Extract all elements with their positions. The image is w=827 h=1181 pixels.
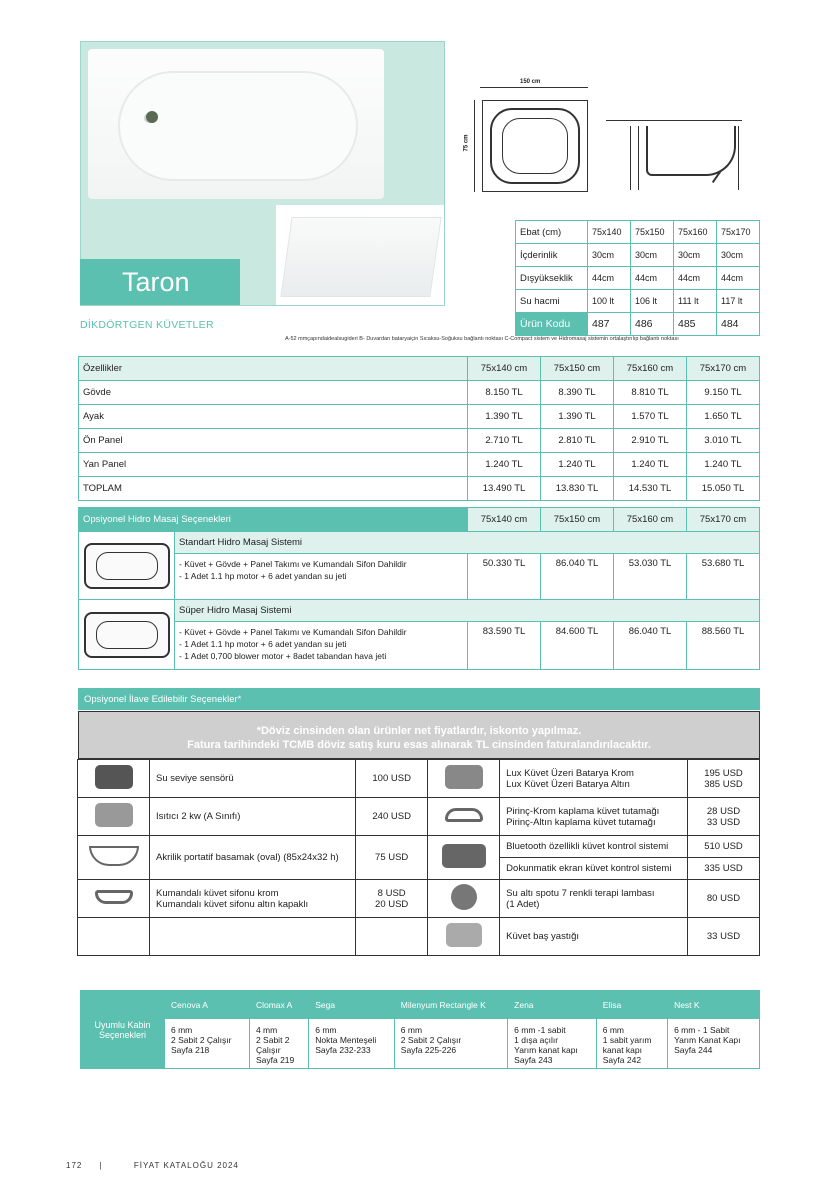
table-row [78, 918, 760, 956]
hydro-header: Opsiyonel Hidro Masaj Seçenekleri [79, 508, 468, 532]
technical-drawing [463, 79, 760, 215]
option-line: (1 Adet) [506, 898, 540, 910]
hydro-bath-jets-icon [84, 612, 170, 658]
spec-value: 75x140 [588, 221, 631, 244]
option-price-line: 33 USD [706, 816, 741, 828]
option-price-line: 195 USD [704, 767, 743, 779]
hydro-massage-table [78, 507, 760, 670]
spec-value: 30cm [717, 244, 760, 267]
price-header: 75x140 cm [468, 357, 541, 381]
hydro-bath-icon [84, 543, 170, 589]
price-header: Özellikler [79, 357, 468, 381]
table-row [78, 760, 760, 798]
option-price-line: 28 USD [706, 805, 741, 817]
hydro-desc-line: - 1 Adet 1.1 hp motor + 6 adet yandan su jeti [179, 639, 347, 649]
price-label: Gövde [79, 381, 468, 405]
cabin-line: Sayfa 232-233 [315, 1045, 371, 1055]
option-text: Bluetooth özellikli küvet kontrol sistemi [500, 836, 688, 858]
connection-note: A-52 mmçapındaidealsugideri B- Duvardan bataryaiçin Sıcaksu-Soğuksu bağlantı noktası C-Compact sistem ve Hidromasaj sistemin ortalaştırılıp bağlantı noktası [285, 336, 679, 342]
spec-table [515, 220, 760, 336]
price-header: 75x150 cm [541, 357, 614, 381]
table-row [79, 405, 760, 429]
spec-row-code [516, 313, 760, 336]
spec-value: 75x160 [674, 221, 717, 244]
empty-cell [356, 918, 428, 956]
spec-value: 100 lt [588, 290, 631, 313]
spec-label: Su hacmi [516, 290, 588, 313]
spec-value: 44cm [631, 267, 674, 290]
option-price-line: 385 USD [704, 778, 743, 790]
spec-value: 75x170 [717, 221, 760, 244]
option-price: 75 USD [356, 836, 428, 880]
hydro-system-super-details [79, 622, 760, 670]
cabin-line: 2 Sabit 2 [255, 1035, 290, 1045]
drain-siphon-icon [78, 880, 150, 918]
cabin-line: 2 Sabit 2 Çalışır [400, 1035, 462, 1045]
cabin-line: Sayfa 243 [514, 1055, 553, 1065]
empty-cell [78, 918, 150, 956]
hydro-system-desc [175, 622, 468, 670]
option-text: Isıtıcı 2 kw (A Sınıfı) [150, 798, 356, 836]
price-value: 1.650 TL [687, 405, 760, 429]
price-value: 2.710 TL [468, 429, 541, 453]
option-line: Pirinç-Altın kaplama küvet tutamağı [506, 816, 656, 828]
spec-value: 106 lt [631, 290, 674, 313]
option-text: Küvet baş yastığı [500, 918, 688, 956]
cabin-line: Sayfa 219 [255, 1055, 295, 1065]
option-text: Su seviye sensörü [150, 760, 356, 798]
hydro-header-row [79, 508, 760, 532]
cabin-line: Sayfa 244 [674, 1045, 713, 1055]
currency-notice-line: Fatura tarihindeki TCMB döviz satış kuru esas alınarak TL cinsinden faturalandırılacaktır. [187, 739, 651, 751]
hydro-desc-line: - Küvet + Gövde + Panel Takımı ve Kumandalı Sifon Dahildir [179, 627, 407, 637]
cabin-line: Sayfa 242 [602, 1055, 642, 1065]
currency-notice-line: *Döviz cinsinden olan ürünler net fiyatlardır, iskonto yapılmaz. [256, 725, 582, 737]
cabin-side-label: Uyumlu Kabin Seçenekleri [81, 991, 165, 1069]
step-stool-icon [78, 836, 150, 880]
option-line: Pirinç-Krom kaplama küvet tutamağı [506, 805, 660, 817]
price-value: 15.050 TL [687, 477, 760, 501]
table-row [78, 836, 760, 858]
spec-value: 111 lt [674, 290, 717, 313]
cabin-name: Sega [309, 991, 395, 1019]
cabin-line: 1 sabit yarım [602, 1035, 652, 1045]
faucet-icon [428, 760, 500, 798]
options-title: Opsiyonel İlave Edilebilir Seçenekler* [78, 688, 760, 710]
hydro-price: 53.680 TL [687, 554, 760, 600]
option-text [500, 760, 688, 798]
price-value: 1.240 TL [687, 453, 760, 477]
page-number: 172 [66, 1161, 83, 1170]
spec-row-volume [516, 290, 760, 313]
spec-value: 487 [588, 313, 631, 336]
hydro-price: 83.590 TL [468, 622, 541, 670]
hydro-standard-image [79, 532, 175, 600]
headrest-icon [428, 918, 500, 956]
option-text: Dokunmatik ekran küvet kontrol sistemi [500, 858, 688, 880]
table-row [78, 880, 760, 918]
hydro-price: 86.040 TL [541, 554, 614, 600]
product-title: Taron [80, 259, 240, 305]
price-value: 2.810 TL [541, 429, 614, 453]
option-line: Su altı spotu 7 renkli terapi lambası [506, 887, 655, 899]
price-value: 1.240 TL [614, 453, 687, 477]
spec-row-height [516, 267, 760, 290]
option-price [688, 798, 760, 836]
hydro-system-standard [79, 532, 760, 554]
control-panel-icon [428, 836, 500, 880]
cabin-name: Nest K [668, 991, 760, 1019]
price-value: 2.910 TL [614, 429, 687, 453]
cabin-line: 6 mm [400, 1025, 423, 1035]
price-header: 75x160 cm [614, 357, 687, 381]
price-value: 8.390 TL [541, 381, 614, 405]
price-value: 13.830 TL [541, 477, 614, 501]
product-category: DİKDÖRTGEN KÜVETLER [80, 319, 214, 331]
option-text [150, 880, 356, 918]
grab-handle-icon [428, 798, 500, 836]
currency-notice [78, 711, 760, 759]
bathtub-top-photo [88, 49, 384, 199]
cabin-line: 6 mm -1 sabit [514, 1025, 566, 1035]
option-price [356, 880, 428, 918]
spec-label: İçderinlik [516, 244, 588, 267]
cabin-detail [668, 1019, 760, 1069]
cabin-line: 2 Sabit 2 Çalışır [171, 1035, 232, 1045]
spec-label: Ebat (cm) [516, 221, 588, 244]
price-value: 1.390 TL [468, 405, 541, 429]
cabin-name: Cenova A [165, 991, 250, 1019]
cabin-line: Yarım kanat kapı [514, 1045, 578, 1055]
cabin-name: Elisa [596, 991, 667, 1019]
spec-value: 44cm [717, 267, 760, 290]
hydro-system-super [79, 600, 760, 622]
option-price [688, 760, 760, 798]
hydro-desc-line: - Küvet + Gövde + Panel Takımı ve Kumandalı Sifon Dahildir [179, 559, 407, 569]
option-line: Lux Küvet Üzeri Batarya Krom [506, 767, 634, 779]
price-value: 8.810 TL [614, 381, 687, 405]
hydro-header: 75x170 cm [687, 508, 760, 532]
hydro-header: 75x160 cm [614, 508, 687, 532]
spec-row-depth [516, 244, 760, 267]
option-text [500, 798, 688, 836]
price-value: 3.010 TL [687, 429, 760, 453]
cabin-line: Nokta Menteşeli [315, 1035, 377, 1045]
cabin-line: Sayfa 218 [171, 1045, 210, 1055]
hydro-header: 75x140 cm [468, 508, 541, 532]
hydro-system-name: Standart Hidro Masaj Sistemi [175, 532, 760, 554]
cabin-name: Clomax A [249, 991, 308, 1019]
hydro-desc-line: - 1 Adet 0,700 blower motor + 8adet tabandan hava jeti [179, 651, 387, 661]
price-label: Ayak [79, 405, 468, 429]
level-sensor-icon [78, 760, 150, 798]
option-price-line: 20 USD [375, 898, 409, 910]
spec-value: 117 lt [717, 290, 760, 313]
spec-value: 44cm [588, 267, 631, 290]
option-price: 510 USD [688, 836, 760, 858]
spec-value: 484 [717, 313, 760, 336]
cabin-line: 6 mm [602, 1025, 625, 1035]
price-label: Ön Panel [79, 429, 468, 453]
price-value: 13.490 TL [468, 477, 541, 501]
option-price-line: 8 USD [377, 887, 406, 899]
table-row [78, 798, 760, 836]
price-header: 75x170 cm [687, 357, 760, 381]
spec-label: Ürün Kodu [516, 313, 588, 336]
price-table [78, 356, 760, 501]
spec-value: 485 [674, 313, 717, 336]
table-row [79, 381, 760, 405]
hydro-system-standard-details [79, 554, 760, 600]
price-value: 1.240 TL [541, 453, 614, 477]
price-value: 9.150 TL [687, 381, 760, 405]
hydro-price: 86.040 TL [614, 622, 687, 670]
table-row-total [79, 477, 760, 501]
price-label: TOPLAM [79, 477, 468, 501]
hydro-desc-line: - 1 Adet 1.1 hp motor + 6 adet yandan su jeti [179, 571, 347, 581]
hydro-header: 75x150 cm [541, 508, 614, 532]
cabin-detail [249, 1019, 308, 1069]
table-row [79, 453, 760, 477]
options-table [77, 759, 760, 956]
option-line: Kumandalı küvet sifonu altın kapaklı [156, 898, 309, 910]
heater-icon [78, 798, 150, 836]
option-text [500, 880, 688, 918]
hydro-system-desc [175, 554, 468, 600]
cabin-line: 6 mm [171, 1025, 193, 1035]
cabin-detail [394, 1019, 507, 1069]
drawing-width-label: 150 cm [520, 79, 541, 85]
cabin-line: 1 dışa açılır [514, 1035, 559, 1045]
cabin-line: 6 mm [315, 1025, 337, 1035]
option-text: Akrilik portatif basamak (oval) (85x24x32 h) [150, 836, 356, 880]
spec-value: 30cm [588, 244, 631, 267]
option-price: 33 USD [688, 918, 760, 956]
hydro-system-name: Süper Hidro Masaj Sistemi [175, 600, 760, 622]
table-row [79, 429, 760, 453]
cabin-line: Yarım Kanat Kapı [674, 1035, 741, 1045]
option-line: Kumandalı küvet sifonu krom [156, 887, 279, 899]
cabin-detail [596, 1019, 667, 1069]
hydro-price: 88.560 TL [687, 622, 760, 670]
cabin-table [80, 990, 760, 1069]
cabin-detail [165, 1019, 250, 1069]
price-value: 1.240 TL [468, 453, 541, 477]
spec-row-size [516, 221, 760, 244]
spec-value: 30cm [631, 244, 674, 267]
cabin-header-row [81, 991, 760, 1019]
cabin-name: Milenyum Rectangle K [394, 991, 507, 1019]
bathtub-panel-photo [276, 205, 444, 305]
spec-value: 75x150 [631, 221, 674, 244]
underwater-light-icon [428, 880, 500, 918]
hydro-price: 50.330 TL [468, 554, 541, 600]
price-label: Yan Panel [79, 453, 468, 477]
page-footer: 172 | FİYAT KATALOĞU 2024 [66, 1161, 239, 1170]
hydro-price: 84.600 TL [541, 622, 614, 670]
cabin-line: 6 mm - 1 Sabit [674, 1025, 730, 1035]
cabin-line: Çalışır [255, 1045, 281, 1055]
hydro-super-image [79, 600, 175, 670]
price-value: 8.150 TL [468, 381, 541, 405]
option-price: 240 USD [356, 798, 428, 836]
cabin-body-row [81, 1019, 760, 1069]
spec-value: 44cm [674, 267, 717, 290]
cabin-detail [309, 1019, 395, 1069]
spec-label: Dışyükseklik [516, 267, 588, 290]
empty-cell [150, 918, 356, 956]
option-price: 100 USD [356, 760, 428, 798]
option-price: 80 USD [688, 880, 760, 918]
cabin-line: 4 mm [255, 1025, 278, 1035]
price-value: 14.530 TL [614, 477, 687, 501]
cabin-name: Zena [508, 991, 597, 1019]
price-value: 1.390 TL [541, 405, 614, 429]
cabin-line: Sayfa 225-226 [400, 1045, 457, 1055]
option-line: Lux Küvet Üzeri Batarya Altın [506, 778, 630, 790]
price-header-row [79, 357, 760, 381]
catalog-name: FİYAT KATALOĞU 2024 [133, 1161, 239, 1170]
cabin-line: kanat kapı [602, 1045, 642, 1055]
spec-value: 486 [631, 313, 674, 336]
spec-value: 30cm [674, 244, 717, 267]
hydro-price: 53.030 TL [614, 554, 687, 600]
price-value: 1.570 TL [614, 405, 687, 429]
drawing-depth-label: 75 cm [463, 134, 470, 152]
option-price: 335 USD [688, 858, 760, 880]
cabin-detail [508, 1019, 597, 1069]
